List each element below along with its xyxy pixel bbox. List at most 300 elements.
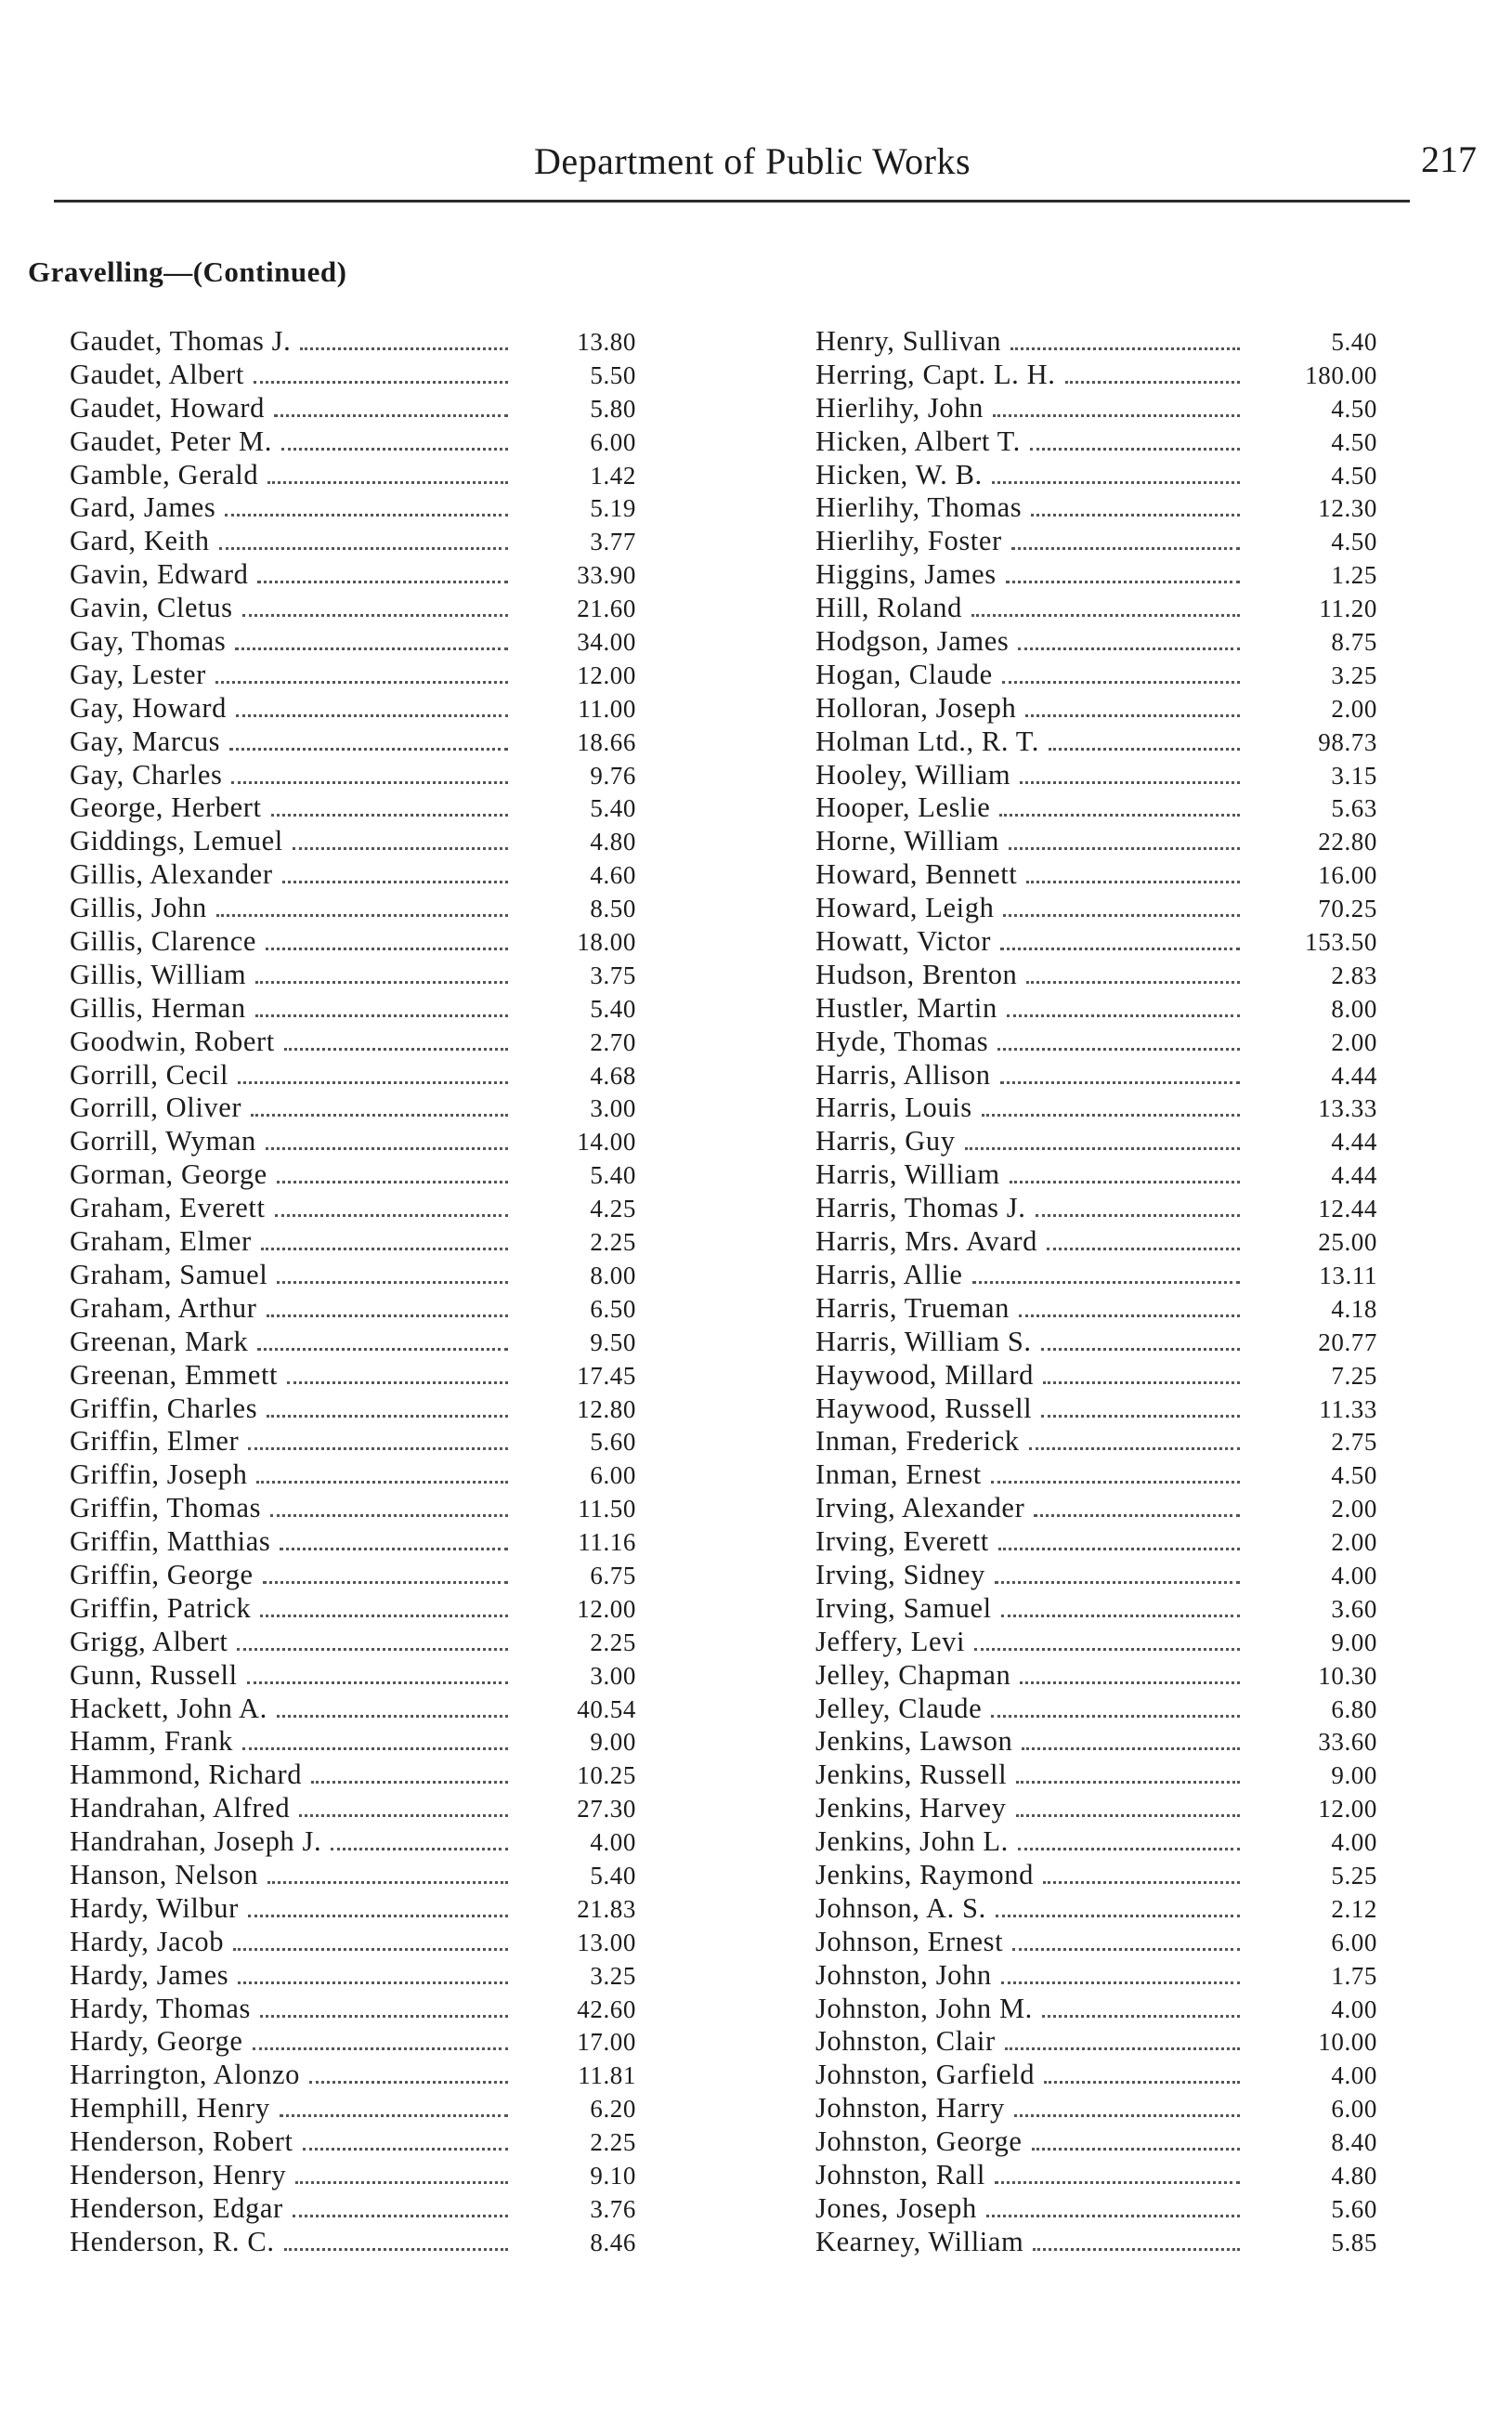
payee-name: Irving, Samuel [815,1591,992,1624]
list-item [70,659,636,692]
payee-name: Harris, William [815,1158,1000,1191]
dot-leader [1006,581,1240,583]
list-item [70,1158,636,1192]
dot-leader [231,781,508,784]
payment-amount: 7.25 [1331,1361,1377,1390]
list-item [70,525,636,558]
list-item [70,2159,636,2192]
list-item [815,1458,1377,1492]
payment-amount: 42.60 [577,1994,636,2023]
dot-leader [274,414,508,417]
payment-amount: 4.00 [1331,1561,1377,1589]
dot-leader [999,814,1240,817]
payee-name: Handrahan, Joseph J. [70,1825,322,1858]
dot-leader [1009,847,1240,850]
payment-amount: 12.44 [1318,1195,1377,1223]
list-item [70,1326,636,1359]
list-item [70,1626,636,1659]
payment-amount: 2.00 [1331,1027,1377,1056]
payment-amount: 14.00 [577,1128,636,1157]
payee-name: Hooley, William [815,758,1011,791]
dot-leader [225,514,508,516]
payee-name: Howard, Leigh [815,892,995,924]
list-item [815,1292,1377,1326]
list-item [70,1425,636,1458]
list-item [70,2226,636,2259]
list-item [70,1859,636,1892]
list-item [70,791,636,825]
payee-name: Johnston, John M. [815,1992,1033,2024]
payee-name: Griffin, Thomas [70,1492,262,1524]
dot-leader [293,847,508,850]
dot-leader [1026,881,1240,883]
payee-name: Griffin, Joseph [70,1458,248,1491]
payee-name: Gamble, Gerald [70,458,259,490]
payment-amount: 5.40 [590,1861,636,1889]
payment-amount: 10.25 [577,1761,636,1790]
payee-name: Hardy, Jacob [70,1925,225,1957]
list-item [815,491,1377,525]
payee-name: Harris, Allison [815,1058,991,1091]
dot-leader [991,1715,1240,1718]
payee-name: Gillis, William [70,958,247,990]
dot-leader [238,1081,508,1084]
list-item [815,1859,1377,1892]
payment-amount: 12.80 [577,1394,636,1423]
payee-name: Gorrill, Oliver [70,1092,242,1124]
list-item [815,1825,1377,1859]
dot-leader [1001,1615,1240,1617]
dot-leader [993,414,1240,417]
payee-name: Harris, Louis [815,1092,972,1124]
left-column [70,325,636,2259]
payee-name: Harris, Guy [815,1125,956,1157]
dot-leader [995,2181,1240,2184]
list-item [70,1693,636,1726]
list-item [815,925,1377,959]
list-item [70,425,636,459]
list-item [815,2125,1377,2159]
payment-amount: 4.60 [590,861,636,890]
payment-amount: 22.80 [1318,828,1377,856]
payee-name: Griffin, Matthias [70,1525,271,1558]
payment-amount: 4.00 [590,1828,636,1857]
list-item [815,1792,1377,1825]
payee-name: Kearney, William [815,2225,1024,2257]
payee-name: Hierlihy, Foster [815,525,1002,557]
payment-amount: 5.40 [1331,328,1377,356]
list-item [70,992,636,1026]
payment-amount: 34.00 [577,628,636,657]
list-item [815,558,1377,592]
payee-name: Gaudet, Thomas J. [70,325,292,357]
list-item [815,825,1377,858]
dot-leader [1034,1514,1240,1517]
dot-leader [242,614,508,617]
list-item [70,1725,636,1759]
payment-amount: 4.25 [590,1195,636,1223]
payee-name: Higgins, James [815,558,997,591]
payment-amount: 5.40 [590,794,636,823]
payee-name: Hardy, Thomas [70,1992,251,2024]
payment-amount: 4.80 [1331,2161,1377,2190]
payee-name: Hudson, Brenton [815,958,1018,990]
dot-leader [1020,1681,1240,1684]
payment-amount: 2.83 [1331,961,1377,989]
list-item [70,359,636,392]
list-item [70,1393,636,1426]
dot-leader [1016,1781,1240,1784]
payee-name: Henderson, Henry [70,2158,287,2190]
dot-leader [311,1781,508,1784]
payment-amount: 6.50 [590,1294,636,1323]
payment-amount: 4.18 [1331,1294,1377,1323]
payment-amount: 3.75 [590,961,636,989]
dot-leader [1041,1415,1240,1418]
payment-amount: 4.50 [1331,528,1377,556]
list-item [70,1926,636,1959]
payment-amount: 10.30 [1318,1661,1377,1690]
dot-leader [1014,2114,1240,2117]
dot-leader [263,1581,508,1584]
payee-name: Johnston, Rall [815,2158,985,2190]
payment-amount: 2.00 [1331,1495,1377,1523]
payment-amount: 4.50 [1331,427,1377,456]
dot-leader [1030,448,1240,451]
list-item [815,459,1377,492]
payee-name: Inman, Ernest [815,1458,982,1491]
payment-amount: 13.33 [1318,1094,1377,1123]
list-item [70,2192,636,2226]
list-item [70,1492,636,1525]
dot-leader [219,547,508,550]
payee-name: Greenan, Emmett [70,1358,279,1391]
list-item [70,1792,636,1825]
payee-name: Haywood, Millard [815,1358,1034,1391]
dot-leader [284,2248,508,2251]
payment-amount: 8.46 [590,2228,636,2256]
payee-name: Johnston, Harry [815,2092,1005,2125]
payee-name: Irving, Sidney [815,1558,985,1590]
dot-leader [331,1848,508,1850]
list-item [70,726,636,759]
payment-amount: 2.70 [590,1027,636,1056]
payee-name: Johnston, Garfield [815,2059,1036,2091]
header-rule [54,200,1410,203]
payee-name: Griffin, Patrick [70,1591,252,1624]
list-item [815,1158,1377,1192]
dot-leader [991,1481,1240,1484]
payee-name: Haywood, Russell [815,1392,1033,1424]
payee-name: Harris, Mrs. Avard [815,1225,1037,1258]
payment-amount: 4.68 [590,1061,636,1090]
list-item [815,692,1377,726]
payee-name: Graham, Samuel [70,1258,268,1290]
dot-leader [255,1014,508,1017]
dot-leader [237,1648,508,1651]
payment-amount: 1.25 [1331,561,1377,590]
payee-name: Giddings, Lemuel [70,825,283,857]
payment-amount: 2.25 [590,2128,636,2157]
payment-amount: 12.30 [1318,494,1377,523]
dot-leader [971,614,1240,617]
list-item [815,1959,1377,1993]
payee-name: Handrahan, Alfred [70,1792,291,1824]
list-item [70,1026,636,1059]
payee-name: Hogan, Claude [815,658,993,690]
payee-name: Hierlihy, John [815,391,984,424]
dot-leader [280,2114,508,2117]
payment-amount: 2.00 [1331,1528,1377,1557]
payee-name: Hicken, Albert T. [815,425,1021,457]
payee-name: Jones, Joseph [815,2191,977,2224]
payment-amount: 21.60 [577,595,636,623]
dot-leader [1018,1848,1240,1850]
payment-amount: 12.00 [1318,1795,1377,1824]
payee-name: Hicken, W. B. [815,458,983,490]
list-item [815,1125,1377,1158]
list-item [70,1092,636,1125]
payment-amount: 9.50 [590,1327,636,1356]
dot-leader [1012,1948,1240,1951]
dot-leader [965,1147,1240,1150]
dot-leader [986,2215,1240,2217]
dot-leader [270,1514,508,1517]
dot-leader [280,1548,508,1550]
payee-name: Henderson, Edgar [70,2191,283,2224]
payment-amount: 3.25 [590,1961,636,1990]
dot-leader [1049,748,1240,751]
payment-amount: 6.80 [1331,1694,1377,1723]
payment-amount: 6.75 [590,1561,636,1589]
dot-leader [1011,547,1240,550]
dot-leader [1032,2148,1240,2151]
payee-name: Hustler, Martin [815,991,997,1024]
payee-name: Hackett, John A. [70,1692,267,1724]
payee-name: Hardy, George [70,2025,243,2058]
payment-amount: 2.75 [1331,1428,1377,1457]
payee-name: Harris, William S. [815,1325,1032,1357]
payment-amount: 98.73 [1318,727,1377,756]
payee-name: Gaudet, Albert [70,358,244,390]
payment-amount: 6.00 [1331,2095,1377,2124]
dot-leader [293,2215,508,2217]
payment-amount: 180.00 [1305,360,1377,389]
list-item [815,1592,1377,1626]
payment-amount: 3.25 [1331,660,1377,689]
dot-leader [309,2081,508,2084]
list-item [815,1092,1377,1125]
list-item [70,2025,636,2059]
payment-amount: 4.44 [1331,1161,1377,1190]
payment-amount: 4.44 [1331,1061,1377,1090]
list-item [815,892,1377,925]
payment-amount: 6.00 [1331,1928,1377,1956]
payment-amount: 8.75 [1331,628,1377,657]
payment-amount: 5.50 [590,360,636,389]
list-item [815,791,1377,825]
list-item [70,1359,636,1393]
list-item [70,2092,636,2125]
payee-name: Hodgson, James [815,625,1010,658]
payee-name: Horne, William [815,825,1000,857]
payee-name: Gunn, Russell [70,1658,238,1691]
payment-amount: 11.00 [578,694,636,723]
list-item [815,1725,1377,1759]
payment-amount: 10.00 [1318,2028,1377,2057]
payee-name: Gay, Lester [70,658,206,690]
payment-amount: 11.50 [578,1495,636,1523]
payment-amount: 6.00 [590,427,636,456]
list-item [815,2025,1377,2059]
list-item [815,1525,1377,1559]
dot-leader [260,2015,508,2018]
list-item [70,558,636,592]
payment-amount: 11.16 [578,1528,636,1557]
list-item [70,491,636,525]
payment-amount: 11.33 [1319,1394,1377,1423]
dot-leader [233,1948,508,1951]
payee-name: Hardy, James [70,1958,229,1991]
payee-name: Hardy, Wilbur [70,1891,239,1924]
payment-amount: 9.76 [590,761,636,790]
list-item [815,592,1377,625]
payment-amount: 33.90 [577,561,636,590]
payee-name: Grigg, Albert [70,1625,228,1657]
payment-amount: 4.80 [590,828,636,856]
payee-name: Gay, Marcus [70,725,221,757]
list-item [70,1259,636,1292]
dot-leader [1016,1814,1240,1817]
payment-amount: 13.80 [577,328,636,356]
dot-leader [1031,514,1240,516]
list-item [815,1326,1377,1359]
payee-name: Johnston, John [815,1958,992,1991]
list-item [815,1059,1377,1092]
payment-amount: 12.00 [577,660,636,689]
payment-amount: 3.77 [590,528,636,556]
payee-name: Henry, Sullivan [815,325,1002,357]
list-item [70,959,636,992]
list-item [815,1693,1377,1726]
payment-amount: 8.40 [1331,2128,1377,2157]
dot-leader [267,1314,508,1317]
payment-amount: 3.60 [1331,1594,1377,1623]
list-item [815,325,1377,359]
dot-leader [303,2148,508,2151]
dot-leader [992,481,1240,484]
payee-name: Holloran, Joseph [815,691,1017,724]
dot-leader [257,581,508,583]
dot-leader [1026,981,1240,984]
dot-leader [267,481,508,484]
payment-amount: 6.20 [590,2095,636,2124]
dot-leader [1065,381,1241,384]
list-item [70,1592,636,1626]
dot-leader [266,1147,508,1150]
payee-name: Gay, Charles [70,758,223,791]
payment-amount: 13.00 [577,1928,636,1956]
payee-name: Herring, Capt. L. H. [815,358,1056,390]
payee-name: Griffin, Charles [70,1392,258,1424]
list-item [815,1259,1377,1292]
list-item [815,1359,1377,1393]
list-item [70,1659,636,1693]
list-item [815,759,1377,792]
payment-amount: 5.80 [590,394,636,423]
dot-leader [277,1281,508,1284]
payment-amount: 4.00 [1331,1994,1377,2023]
payee-name: Graham, Arthur [70,1291,257,1324]
list-item [815,858,1377,892]
list-item [815,1425,1377,1458]
dot-leader [267,1881,508,1884]
payment-amount: 3.15 [1331,761,1377,790]
dot-leader [275,1214,508,1217]
dot-leader [1029,1447,1240,1450]
payee-name: Gard, James [70,491,216,524]
payee-name: Gillis, John [70,892,207,924]
list-item [815,1659,1377,1693]
dot-leader [1047,1248,1240,1250]
dot-leader [1007,1014,1240,1017]
payee-name: Holman Ltd., R. T. [815,725,1039,757]
payee-name: Griffin, George [70,1558,254,1590]
payee-name: Graham, Everett [70,1192,266,1224]
list-item [815,359,1377,392]
page-number: 217 [1421,138,1477,180]
dot-leader [247,1681,508,1684]
list-item [70,459,636,492]
list-item [815,525,1377,558]
dot-leader [215,681,508,684]
payment-amount: 17.00 [577,2028,636,2057]
dot-leader [299,1814,508,1817]
list-item [70,2125,636,2159]
payee-name: Harris, Allie [815,1258,963,1290]
list-item [70,325,636,359]
payee-name: Johnston, Clair [815,2025,996,2058]
payment-amount: 3.00 [590,1661,636,1690]
dot-leader [277,1715,508,1718]
dot-leader [998,1548,1240,1550]
dot-leader [1020,781,1240,784]
payment-amount: 2.00 [1331,694,1377,723]
payment-amount: 4.50 [1331,394,1377,423]
payee-name: Henderson, R. C. [70,2225,275,2257]
payment-amount: 3.76 [590,2194,636,2223]
list-item [815,1559,1377,1592]
list-item [70,1993,636,2026]
payment-amount: 8.50 [590,895,636,923]
payee-name: Jenkins, John L. [815,1825,1009,1858]
payment-amount: 5.85 [1331,2228,1377,2256]
payment-amount: 9.00 [1331,1761,1377,1790]
list-item [815,1993,1377,2026]
dot-leader [242,1747,508,1750]
list-item [815,1492,1377,1525]
payment-amount: 70.25 [1318,895,1377,923]
dot-leader [255,981,508,984]
payment-amount: 5.19 [590,494,636,523]
list-item [70,1192,636,1225]
payment-amount: 5.60 [1331,2194,1377,2223]
payment-amount: 11.81 [578,2061,636,2090]
list-item [70,1825,636,1859]
payee-name: Hamm, Frank [70,1725,234,1758]
payment-amount: 12.00 [577,1594,636,1623]
payment-amount: 5.40 [590,1161,636,1190]
